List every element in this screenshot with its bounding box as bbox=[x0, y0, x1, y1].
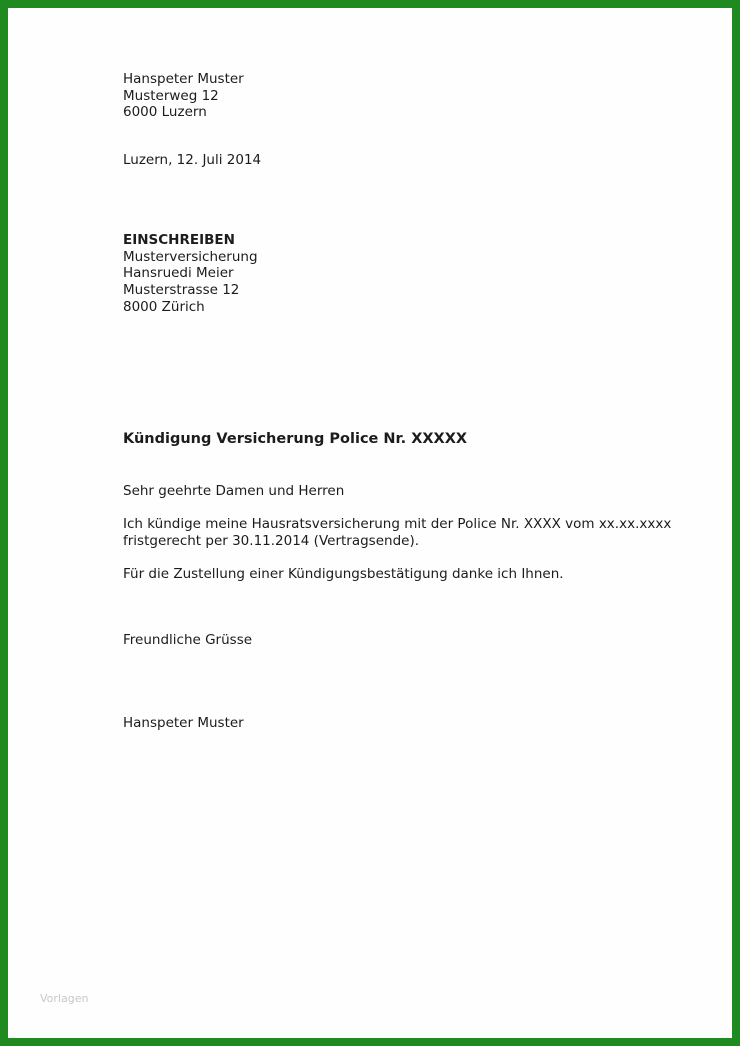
body-paragraph-1-line-1: Ich kündige meine Hausratsversicherung mit der Police Nr. XXXX vom xx.xx.xxxx bbox=[123, 516, 672, 532]
letter-subject: Kündigung Versicherung Police Nr. XXXXX bbox=[123, 431, 468, 447]
sender-name: Hanspeter Muster bbox=[123, 71, 244, 87]
body-paragraph-2: Für die Zustellung einer Kündigungsbestätigung danke ich Ihnen. bbox=[123, 566, 564, 582]
signature: Hanspeter Muster bbox=[123, 715, 244, 731]
closing: Freundliche Grüsse bbox=[123, 632, 253, 648]
recipient-city: 8000 Zürich bbox=[123, 298, 205, 315]
sender-city: 6000 Luzern bbox=[123, 104, 207, 121]
letter-page bbox=[8, 8, 732, 1038]
body-paragraph-1-line-2: fristgerecht per 30.11.2014 (Vertragsende). bbox=[123, 532, 420, 549]
recipient-contact: Hansruedi Meier bbox=[123, 265, 234, 282]
delivery-mode: EINSCHREIBEN bbox=[123, 232, 235, 248]
sender-address bbox=[123, 71, 244, 121]
recipient-street: Musterstrasse 12 bbox=[123, 282, 240, 299]
watermark: Vorlagen bbox=[40, 992, 89, 1005]
body-paragraph-1 bbox=[123, 516, 671, 549]
recipient-company: Musterversicherung bbox=[123, 248, 258, 265]
recipient-address bbox=[123, 232, 258, 316]
date-line: Luzern, 12. Juli 2014 bbox=[123, 152, 262, 168]
sender-street: Musterweg 12 bbox=[123, 87, 219, 104]
salutation: Sehr geehrte Damen und Herren bbox=[123, 483, 345, 499]
